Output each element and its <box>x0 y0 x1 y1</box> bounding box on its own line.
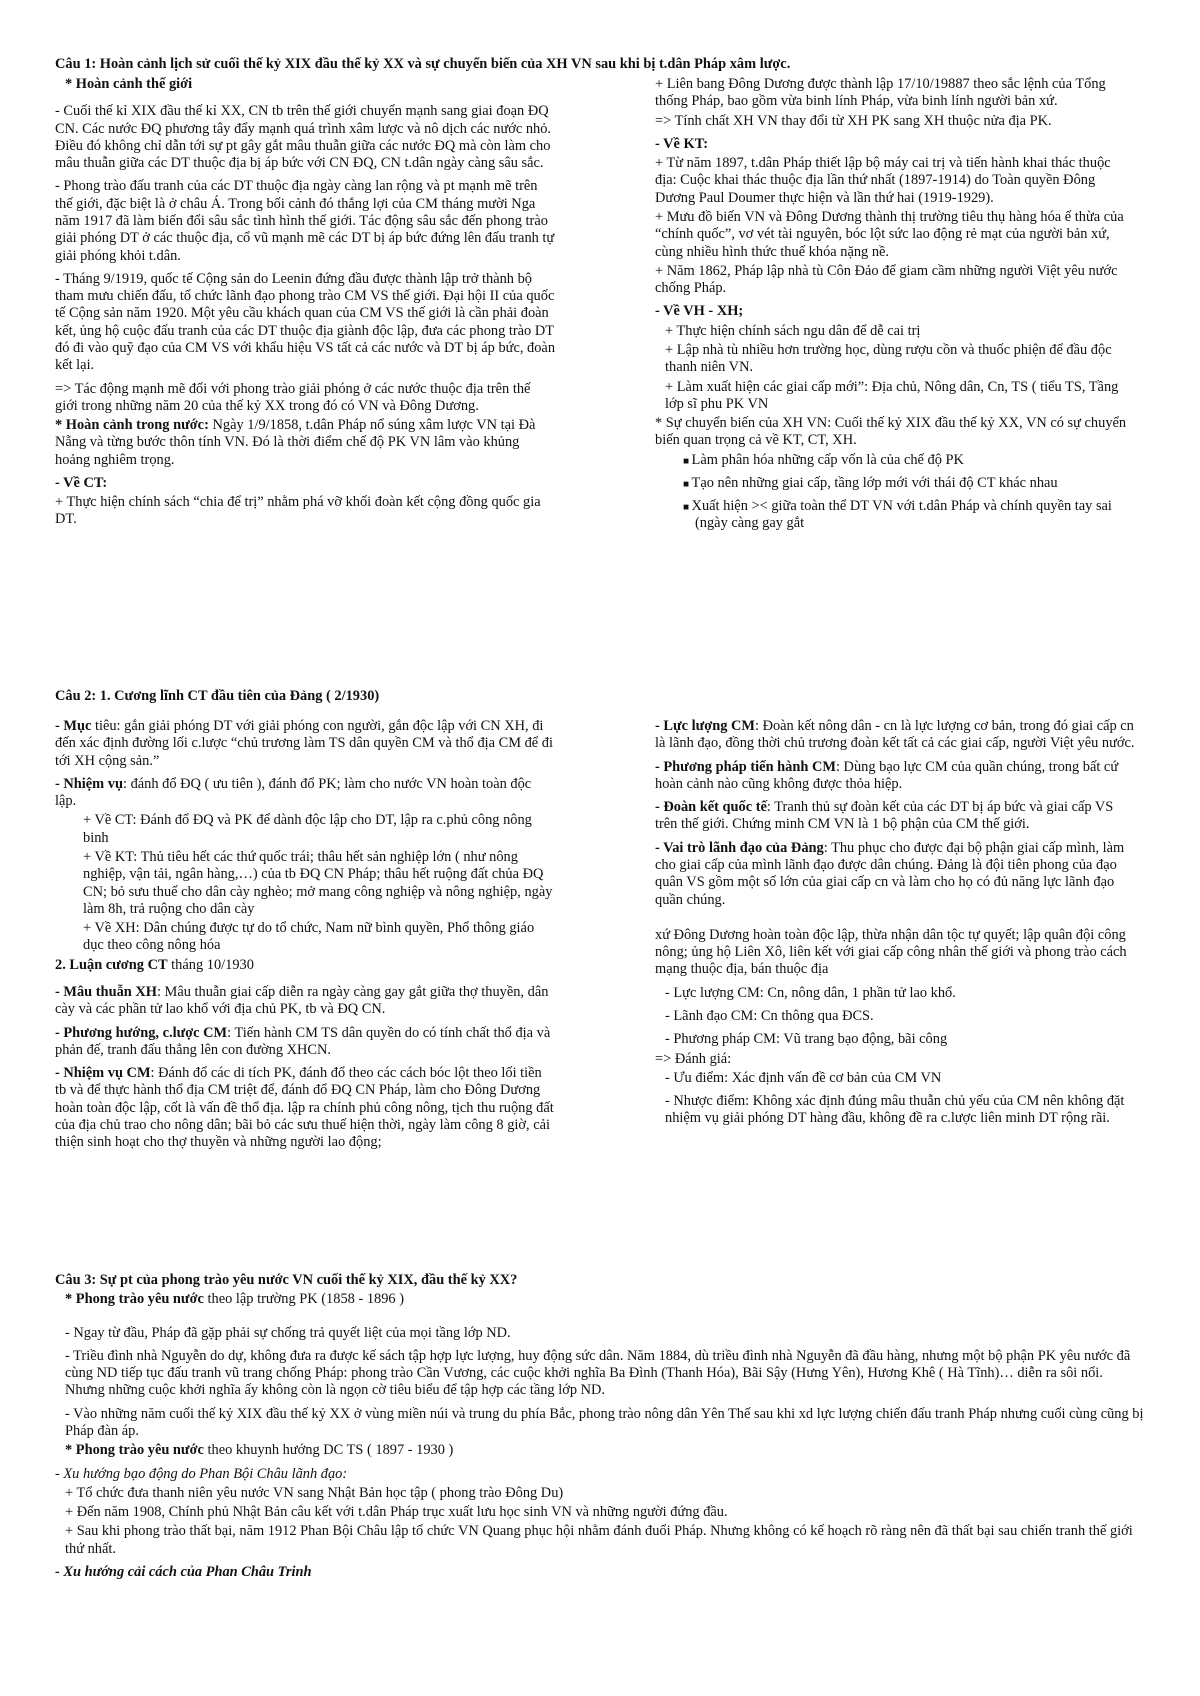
q1-domestic-heading: * Hoàn cảnh trong nước: <box>55 417 209 434</box>
q1-bullet-item: ■ Xuất hiện >< giữa toàn thể DT VN với t.dân Pháp và chính quyền tay sai (ngày càng gay gắt <box>655 498 1135 533</box>
q2-paragraph: - Nhiệm vụ: đánh đổ ĐQ ( ưu tiên ), đánh đổ PK; làm cho nước VN hoàn toàn độc lập. <box>55 775 532 810</box>
q1-politics-heading: - Về CT: <box>55 474 108 491</box>
q1-world-heading: * Hoàn cảnh thế giới <box>65 76 193 92</box>
q1-paragraph: - Tháng 9/1919, quốc tế Cộng sản do Leenin đứng đầu được thành lập trở thành bộ tham mưu chiến đấu, tổ chức lãnh đạo phong trào CM VS thế giới. Đại hội II của quốc tế Cộng sản năm 1920. Một yêu cầu khách quan của CM VS thế giới là cần phải đoàn kết, ủng hộ cuộc đấu tranh của các DT thuộc địa giành độc lập, đưa các phong trào DT đó đi vào quỹ đạo của CM VS với khẩu hiệu VS tất cả các nước và DT bị áp bức, đoàn kết lại. <box>55 270 556 374</box>
q1-bullet-item: ■ Làm phân hóa những cấp vốn là của chế độ PK <box>655 452 1135 469</box>
q1-paragraph: + Mưu đồ biến VN và Đông Dương thành thị trường tiêu thụ hàng hóa ế thừa của “chính quốc”, vơ vét tài nguyên, bóc lột sức lao động rẻ mạt của người bản xứ, cùng nhiều hình thức thuế khóa nặng nề. <box>655 208 1124 260</box>
q3-subheading: - Xu hướng cải cách của Phan Châu Trinh <box>55 1563 312 1580</box>
q3-block <box>55 1272 1145 1587</box>
q1-culture-heading: - Về VH - XH; <box>655 303 744 320</box>
q2-paragraph: => Đánh giá: <box>655 1050 732 1067</box>
q2-paragraph: - Nhược điểm: Không xác định đúng mâu thuẫn chủ yếu của CM nên không đặt nhiệm vụ giải phóng DT hàng đầu, không đề ra c.lược liên minh DT rộng rãi. <box>665 1093 1125 1127</box>
q3-section-heading: * Phong trào yêu nước theo lập trường PK (1858 - 1896 ) <box>65 1291 405 1308</box>
q2-paragraph: - Vai trò lãnh đạo của Đảng: Thu phục cho được đại bộ phận giai cấp mình, làm cho giai cấp của mình lãnh đạo được dân chúng. Đảng là đội tiên phong của đạo quân VS gồm một số lớn của giai cấp cn và làm cho họ có đủ năng lực lãnh đạo quần chúng. <box>655 839 1125 908</box>
q1-left-column <box>55 76 555 535</box>
q2-paragraph: - Ưu điểm: Xác định vấn đề cơ bản của CM VN <box>665 1069 942 1086</box>
q1-paragraph: + Từ năm 1897, t.dân Pháp thiết lập bộ máy cai trị và tiến hành khai thác thuộc địa: Cuộc khai thác thuộc địa lần thứ nhất (1897-1914) do Toàn quyền Đông Dương Paul Doumer thực hiện và lần thứ hai (1919-1929). <box>655 155 1111 206</box>
q2-paragraph: - Lực lượng CM: Cn, nông dân, 1 phần tử lao khổ. <box>665 984 956 1001</box>
q1-paragraph: + Năm 1862, Pháp lập nhà tù Côn Đảo để giam cầm những người Việt yêu nước chống Pháp. <box>655 262 1118 297</box>
q2-paragraph: - Lực lượng CM: Đoàn kết nông dân - cn là lực lượng cơ bản, trong đó giai cấp cn là lãnh đạo, đồng thời chủ trương đoàn kết tất cả các giai cấp, người Việt yêu nước. <box>655 718 1135 752</box>
q2-title-block <box>55 688 1145 707</box>
q2-title: Câu 2: 1. Cương lĩnh CT đầu tiên của Đảng ( 2/1930) <box>55 688 380 704</box>
q2-right-column <box>655 718 1135 1134</box>
q1-paragraph: => Tác động mạnh mẽ đối với phong trào giải phóng ở các nước thuộc địa trên thế giới trong những năm 20 của thế kỷ XX trong đó có VN và Đông Dương. <box>55 380 531 414</box>
q2-paragraph: + Về KT: Thủ tiêu hết các thứ quốc trái; thâu hết sản nghiệp lớn ( như nông nghiệp, vận tải, ngân hàng,…) của tb ĐQ CN Pháp; thâu hết ruộng đất chủa ĐQ CN; bỏ sưu thuế cho dân cày nghèo; mở mang công nghiệp và nông nghiệp, ngày làm 8h, trả ruộng cho dân cày <box>83 848 553 917</box>
q1-title-block <box>55 56 1145 75</box>
q1-paragraph: + Làm xuất hiện các giai cấp mới”: Địa chủ, Nông dân, Cn, TS ( tiểu TS, Tầng lớp sĩ phu PK VN <box>665 378 1119 412</box>
q1-paragraph: - Phong trào đấu tranh của các DT thuộc địa ngày càng lan rộng và pt mạnh mẽ trên thế giới, đặc biệt là ở châu Á. Trong bối cảnh đó thắng lợi của CM tháng mười Nga năm 1917 đã làm biến đổi sâu sắc tình hình thế giới. Tác động sâu sắc đến phong trào giải phóng DT ở các thuộc địa, cổ vũ mạnh mẽ các DT bị áp bức đứng lên đấu tranh tự giải phóng khỏi t.dân. <box>55 178 555 264</box>
q2-subtitle: 2. Luận cương CT tháng 10/1930 <box>55 956 254 973</box>
q2-paragraph: - Nhiệm vụ CM: Đánh đổ các di tích PK, đánh đổ theo các cách bóc lột theo lối tiền tb và để thực hành thổ địa CM triệt để, đánh đổ ĐQ CN Pháp, làm cho Đông Dương hoàn toàn độc lập, cốt là vấn đề thổ địa. lập ra chính phủ công nông, tịch thu ruộng đất của địa chủ trao cho nông dân; bãi bỏ các sưu thuế hiện thời, ngày làm công 8 giờ, cải thiện sinh hoạt cho thợ thuyền và những người lao động; <box>55 1065 554 1151</box>
q2-paragraph: - Đoàn kết quốc tế: Tranh thủ sự đoàn kết của các DT bị áp bức và giai cấp VS trên thế giới. Chứng minh CM VN là 1 bộ phận của CM thế giới. <box>655 799 1114 833</box>
q3-paragraph: + Tổ chức đưa thanh niên yêu nước VN sang Nhật Bản học tập ( phong trào Đông Du) <box>65 1484 564 1501</box>
q1-paragraph: + Liên bang Đông Dương được thành lập 17/10/19887 theo sắc lệnh của Tổng thống Pháp, bao gồm vừa binh lính Pháp, vừa binh lính người bản xứ. <box>655 76 1106 110</box>
q1-paragraph: + Lập nhà tù nhiều hơn trường học, dùng rượu cồn và thuốc phiện để đầu độc thanh niên VN. <box>665 341 1112 376</box>
q3-paragraph: + Đến năm 1908, Chính phủ Nhật Bản câu kết với t.dân Pháp trục xuất lưu học sinh VN và những người đứng đầu. <box>65 1504 728 1521</box>
q2-paragraph: - Phương pháp CM: Vũ trang bạo động, bãi công <box>665 1031 948 1048</box>
q2-paragraph: - Phương hướng, c.lược CM: Tiến hành CM TS dân quyền do có tính chất thổ địa và phản đế, tranh đấu thẳng lên con đường XHCN. <box>55 1024 551 1058</box>
q2-paragraph: + Về XH: Dân chúng được tự do tổ chức, Nam nữ bình quyền, Phổ thông giáo dục theo công nông hóa <box>83 920 535 954</box>
q1-paragraph <box>55 417 555 469</box>
q1-economy-heading: - Về KT: <box>655 135 709 152</box>
q3-paragraph: - Ngay từ đầu, Pháp đã gặp phải sự chống trả quyết liệt của mọi tầng lớp ND. <box>65 1324 511 1341</box>
q3-title: Câu 3: Sự pt của phong trào yêu nước VN cuối thế kỷ XIX, đầu thế kỷ XX? <box>55 1272 518 1288</box>
q3-section-heading: * Phong trào yêu nước theo khuynh hướng DC TS ( 1897 - 1930 ) <box>65 1442 454 1459</box>
q1-right-column <box>655 76 1135 539</box>
q2-paragraph: + Về CT: Đánh đổ ĐQ và PK để dành độc lập cho DT, lập ra c.phủ công nông binh <box>83 812 532 846</box>
q1-paragraph: * Sự chuyển biến của XH VN: Cuối thế kỷ XIX đầu thế kỷ XX, VN có sự chuyển biến quan trọng cả về KT, CT, XH. <box>655 415 1127 449</box>
q2-paragraph: - Lãnh đạo CM: Cn thông qua ĐCS. <box>665 1007 874 1024</box>
q3-subheading: - Xu hướng bạo động do Phan Bội Châu lãnh đạo: <box>55 1465 348 1482</box>
q1-paragraph: - Cuối thế kỉ XIX đầu thế kỉ XX, CN tb trên thế giới chuyển mạnh sang giai đoạn ĐQ CN. Các nước ĐQ phương tây đẩy mạnh quá trình xâm lược và nô dịch các nước nhỏ. Điều đó không chỉ dẫn tới sự pt gây gắt mâu thuẫn giữa các nước ĐQ mà còn làm cho mâu thuẫn giữa các DT thuộc địa bị áp bức với CN ĐQ, CN t.dân ngày càng sâu sắc. <box>55 103 552 172</box>
q2-left-column <box>55 718 555 1157</box>
q1-paragraph: + Thực hiện chính sách ngu dân để dễ cai trị <box>665 322 921 339</box>
q1-domestic-text: Ngày 1/9/1858, t.dân Pháp nổ súng xâm lược VN tại Đà Nẵng và từng bước thôn tính VN. Đó là thời điểm chế độ PK VN lâm vào khủng hoảng nghiêm trọng. <box>55 417 536 468</box>
q2-paragraph: - Mâu thuẫn XH: Mâu thuẫn giai cấp diễn ra ngày càng gay gắt giữa thợ thuyền, dân cày và các phần tử lao khổ với địa chủ PK, tb và ĐQ CN. <box>55 983 549 1018</box>
q1-title: Câu 1: Hoàn cảnh lịch sử cuối thế kỷ XIX đầu thế kỷ XX và sự chuyển biến của XH VN sau khi bị t.dân Pháp xâm lược. <box>55 56 791 72</box>
q3-paragraph: - Triều đình nhà Nguyễn do dự, không đưa ra được kế sách tập hợp lực lượng, huy động sức dân. Năm 1884, dù triều đình nhà Nguyễn đã đầu hàng, nhưng một bộ phận PK yêu nước đã cùng ND tiếp tục đấu tranh vũ trang chống Pháp: phong trào Cần Vương, các cuộc khởi nghĩa Ba Đình (Thanh Hóa), Bãi Sậy (Hưng Yên), Hương Khê ( Hà Tĩnh)… diễn ra sôi nổi. Nhưng những cuộc khởi nghĩa ấy không còn là ngọn cờ tiêu biểu để tập hợp các tầng lớp ND. <box>65 1347 1131 1399</box>
q2-paragraph: - Phương pháp tiến hành CM: Dùng bạo lực CM của quần chúng, trong bất cứ hoàn cảnh nào cũng không được thỏa hiệp. <box>655 758 1119 792</box>
q1-paragraph: + Thực hiện chính sách “chia để trị” nhằm phá vỡ khối đoàn kết cộng đồng quốc gia DT. <box>55 494 541 528</box>
q1-bullet-item: ■ Tạo nên những giai cấp, tầng lớp mới với thái độ CT khác nhau <box>655 475 1135 492</box>
q2-paragraph: xứ Đông Dương hoàn toàn độc lập, thừa nhận dân tộc tự quyết; lập quân đội công nông; ủng hộ Liên Xô, liên kết với giai cấp công nhân thế giới và phong trào cách mạng thuộc địa, bán thuộc địa <box>655 926 1127 978</box>
q1-paragraph: => Tính chất XH VN thay đổi từ XH PK sang XH thuộc nửa địa PK. <box>655 112 1052 129</box>
q2-paragraph: - Mục tiêu: gắn giải phóng DT với giải phóng con người, gắn độc lập với CN XH, đi đến xác định đường lối c.lược “chủ trương làm TS dân quyền CM và thổ địa CM để đi tới XH cộng sản.” <box>55 718 553 769</box>
q3-paragraph: - Vào những năm cuối thế kỷ XIX đầu thế kỷ XX ở vùng miền núi và trung du phía Bắc, phong trào nông dân Yên Thế sau khi xd lực lượng chiến đấu tranh Pháp nhưng cuối cùng cũng bị Pháp đàn áp. <box>65 1405 1144 1439</box>
q3-paragraph: + Sau khi phong trào thất bại, năm 1912 Phan Bội Châu lập tổ chức VN Quang phục hội nhằm đánh đuổi Pháp. Nhưng không có kế hoạch rõ ràng nên đã thất bại sau chiến tranh thế giới thứ nhất. <box>65 1523 1133 1557</box>
